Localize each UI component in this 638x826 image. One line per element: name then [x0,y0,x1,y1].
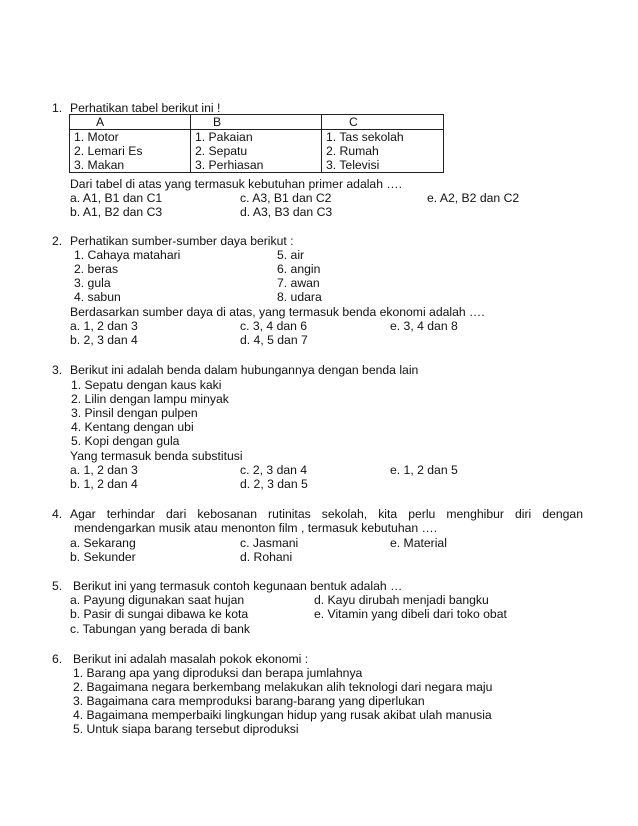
q1-option-b: b. A1, B2 dan C3 [70,205,163,219]
q2-item-3: 3. gula [74,276,111,290]
q1-cell-c1: 1. Tas sekolah [326,130,404,144]
q4-option-e: e. Material [390,536,447,550]
q3-option-b: b. 1, 2 dan 4 [70,477,138,491]
q2-option-d: d. 4, 5 dan 7 [240,333,308,347]
q3-text: Berikut ini adalah benda dalam hubungannya dengan benda lain [70,363,419,377]
q1-header-a: A [70,115,191,130]
q1-cell-a [70,130,191,173]
q1-cell-a3: 3. Makan [74,158,125,172]
q1-cell-c [322,130,444,173]
q1-option-a: a. A1, B1 dan C1 [70,191,163,205]
q2-number: 2. [52,234,63,248]
q3-item-2: 2. Lilin dengan lampu minyak [71,392,229,406]
q1-option-e: e. A2, B2 dan C2 [427,191,520,205]
q6-number: 6. [52,652,63,666]
q3-number: 3. [52,363,63,377]
q1-header-c: C [322,115,444,130]
q1-cell-b [191,130,322,173]
q3-item-5: 5. Kopi dengan gula [71,434,180,448]
q6-item-3: 3. Bagaimana cara memproduksi barang-barang yang diperlukan [73,694,425,708]
q1-text: Perhatikan tabel berikut ini ! [70,101,221,115]
q5-option-a: a. Payung digunakan saat hujan [70,593,245,607]
q2-item-7: 7. awan [277,276,320,290]
q4-option-d: d. Rohani [240,550,293,564]
q3-option-c: c. 2, 3 dan 4 [240,463,308,477]
q3-question: Yang termasuk benda substitusi [70,449,243,463]
q1-table [69,114,444,173]
q2-question: Berdasarkan sumber daya di atas, yang termasuk benda ekonomi adalah …. [70,305,485,319]
q2-option-c: c. 3, 4 dan 6 [240,319,308,333]
q2-option-b: b. 2, 3 dan 4 [70,333,138,347]
q4-text-line-1: Agar terhindar dari kebosanan rutinitas sekolah, kita perlu menghibur diri dengan [70,507,583,521]
q5-option-e: e. Vitamin yang dibeli dari toko obat [314,607,507,621]
q2-text: Perhatikan sumber-sumber daya berikut : [70,234,294,248]
q1-cell-a1: 1. Motor [74,130,119,144]
q6-item-5: 5. Untuk siapa barang tersebut diproduksi [73,722,299,736]
q3-item-1: 1. Sepatu dengan kaus kaki [71,378,222,392]
q1-cell-b1: 1. Pakaian [195,130,253,144]
q2-option-e: e. 3, 4 dan 8 [390,319,458,333]
q6-item-4: 4. Bagaimana memperbaiki lingkungan hidup yang rusak akibat ulah manusia [73,708,492,722]
q2-item-6: 6. angin [277,262,321,276]
q6-item-1: 1. Barang apa yang diproduksi dan berapa jumlahnya [73,666,363,680]
q5-option-d: d. Kayu dirubah menjadi bangku [314,593,489,607]
q2-item-4: 4. sabun [74,290,121,304]
q5-number: 5. [52,579,63,593]
q5-text: Berikut ini yang termasuk contoh kegunaan bentuk adalah … [73,579,403,593]
q5-option-c: c. Tabungan yang berada di bank [70,622,251,636]
q4-option-c: c. Jasmani [240,536,299,550]
q4-option-a: a. Sekarang [70,536,136,550]
q4-option-b: b. Sekunder [70,550,136,564]
q1-number: 1. [52,101,63,115]
q3-item-4: 4. Kentang dengan ubi [71,420,194,434]
q4-number: 4. [52,507,63,521]
q5-option-b: b. Pasir di sungai dibawa ke kota [70,607,249,621]
q3-option-a: a. 1, 2 dan 3 [70,463,138,477]
q1-cell-b2: 2. Sepatu [195,144,248,158]
q1-cell-a2: 2. Lemari Es [74,144,143,158]
q3-item-3: 3. Pinsil dengan pulpen [71,406,198,420]
q2-item-8: 8. udara [277,290,322,304]
q1-option-c: c. A3, B1 dan C2 [240,191,332,205]
q1-cell-c3: 3. Televisi [326,158,380,172]
q2-item-1: 1. Cahaya matahari [74,248,181,262]
q1-cell-b3: 3. Perhiasan [195,158,264,172]
q6-item-2: 2. Bagaimana negara berkembang melakukan alih teknologi dari negara maju [73,680,493,694]
q4-text-line-2: mendengarkan musik atau menonton film , termasuk kebutuhan …. [74,521,438,535]
q6-text: Berikut ini adalah masalah pokok ekonomi : [73,652,309,666]
q1-option-d: d. A3, B3 dan C3 [240,205,333,219]
q3-option-d: d. 2, 3 dan 5 [240,477,308,491]
q3-option-e: e. 1, 2 dan 5 [390,463,458,477]
q2-item-2: 2. beras [74,262,119,276]
q1-question: Dari tabel di atas yang termasuk kebutuhan primer adalah …. [70,177,402,191]
q1-header-b: B [191,115,322,130]
q2-item-5: 5. air [277,248,305,262]
q2-option-a: a. 1, 2 dan 3 [70,319,138,333]
q1-cell-c2: 2. Rumah [326,144,379,158]
